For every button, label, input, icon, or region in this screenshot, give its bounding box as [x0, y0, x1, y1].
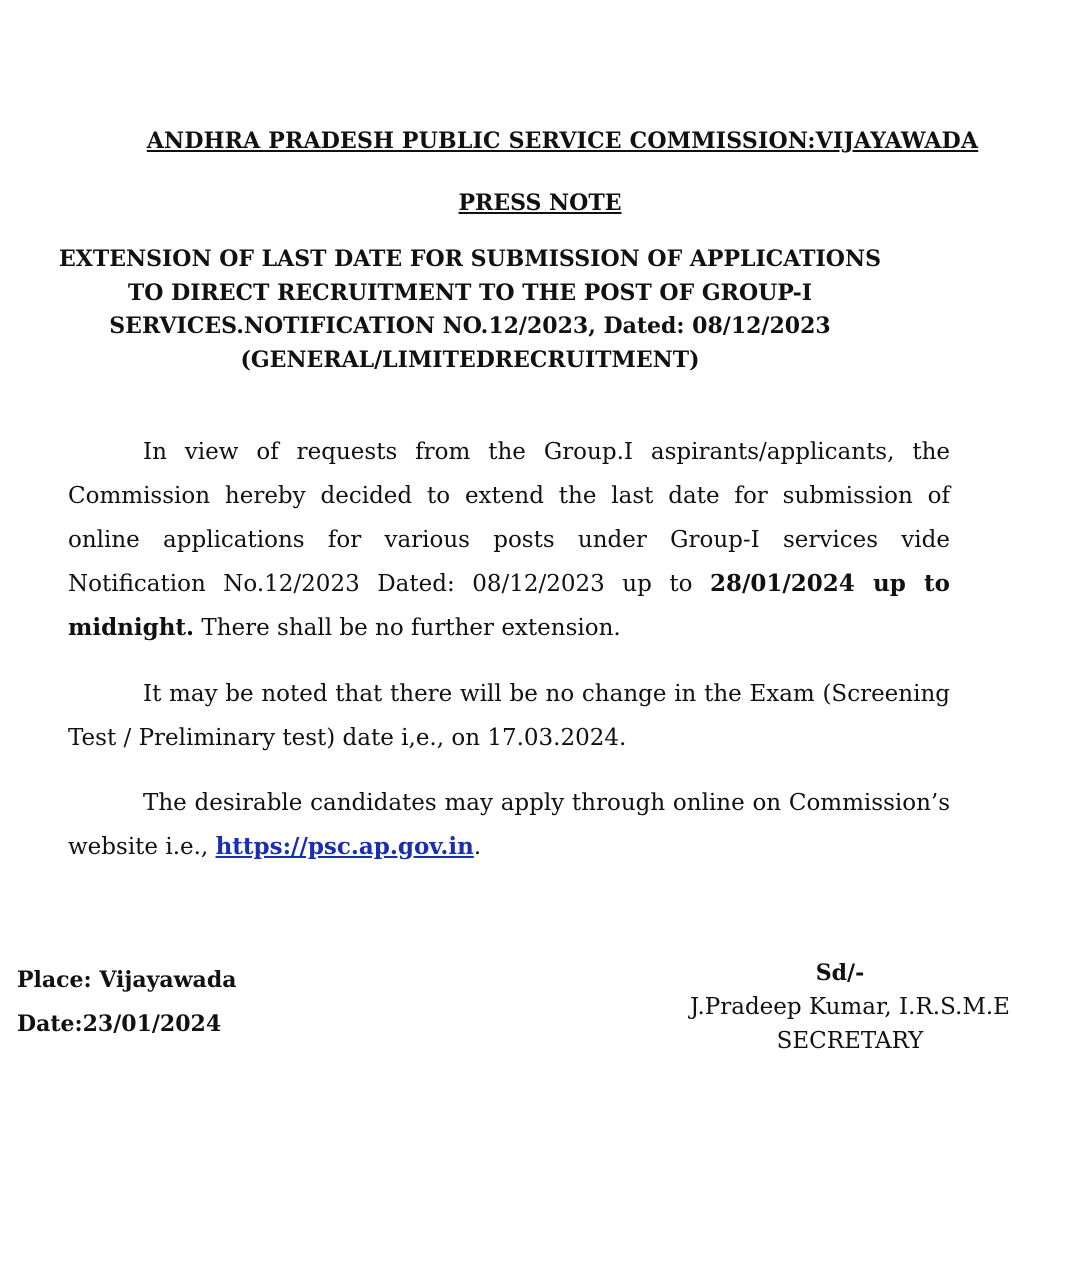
paragraph-exam-date	[68, 672, 950, 760]
paragraph-apply-online-tail: .	[473, 834, 482, 860]
paragraph-apply-online-text: The desirable candidates may apply through online on Commission’s website i.e.,	[68, 790, 950, 860]
subject-line-4: (GENERAL/LIMITEDRECRUITMENT)	[240, 346, 700, 373]
website-link[interactable]: https://psc.ap.gov.in	[215, 833, 474, 860]
organization-title: ANDHRA PRADESH PUBLIC SERVICE COMMISSION:VIJAYAWADA	[146, 128, 979, 154]
signatory-designation: SECRETARY	[776, 1028, 924, 1054]
paragraph-exam-date-text: It may be noted that there will be no change in the Exam (Screening Test / Preliminary test) date i,e., on 17.03.2024.	[68, 681, 950, 751]
subject-heading	[30, 243, 910, 377]
place-label: Place: Vijayawada	[17, 967, 237, 993]
press-note-heading: PRESS NOTE	[458, 190, 622, 216]
signature-sd: Sd/-	[815, 960, 865, 986]
subject-line-2: TO DIRECT RECRUITMENT TO THE POST OF GROUP-I	[127, 279, 813, 306]
paragraph-apply-online	[68, 781, 950, 869]
last-date-highlight: 28/01/2024 up to midnight.	[68, 570, 950, 641]
subject-line-3: SERVICES.NOTIFICATION NO.12/2023, Dated: 08/12/2023	[109, 313, 831, 339]
place-date-block	[17, 958, 236, 1046]
date-label: Date:23/01/2024	[17, 1011, 222, 1037]
subject-line-1: EXTENSION OF LAST DATE FOR SUBMISSION OF APPLICATIONS	[59, 246, 881, 272]
paragraph-extension	[68, 430, 950, 650]
signatory-name: J.Pradeep Kumar, I.R.S.M.E	[690, 994, 1010, 1020]
paragraph-extension-tail: There shall be no further extension.	[194, 615, 621, 641]
signature-block	[660, 956, 1040, 1058]
paragraph-extension-text: In view of requests from the Group.I aspirants/applicants, the Commission hereby decided to extend the last date for submission of online applications for various posts under Group-I services vide Notification No.12/2023 Dated: 08/12/2023 up to	[68, 439, 950, 597]
